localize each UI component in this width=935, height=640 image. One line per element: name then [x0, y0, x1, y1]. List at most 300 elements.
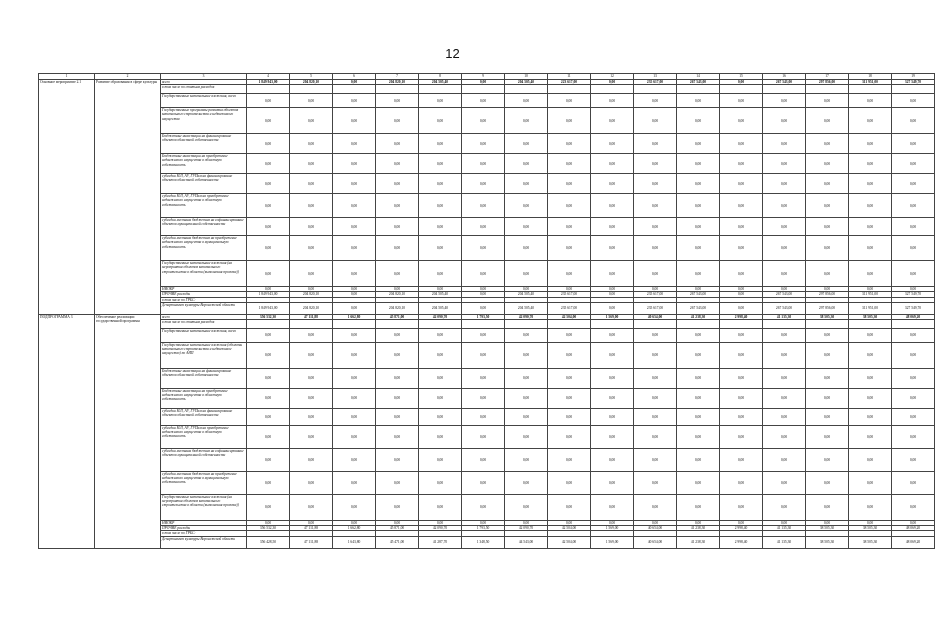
- column-number: 10: [505, 74, 548, 80]
- table-cell: 0,00: [333, 449, 376, 472]
- table-cell: 0,00: [548, 236, 591, 261]
- table-cell: 0,00: [462, 287, 505, 292]
- table-cell: 0,00: [806, 134, 849, 154]
- table-cell: 0,00: [849, 449, 892, 472]
- table-cell: 0,00: [462, 236, 505, 261]
- table-row: [39, 472, 935, 495]
- table-cell: 0,00: [720, 236, 763, 261]
- table-cell: 40 654,00: [634, 526, 677, 531]
- table-cell: 38 505,30: [849, 526, 892, 531]
- table-cell: 0,00: [376, 134, 419, 154]
- table-cell: 0,00: [677, 389, 720, 409]
- table-cell: 0,00: [333, 472, 376, 495]
- table-cell: 1 569,00: [591, 526, 634, 531]
- table-cell: 0,00: [462, 343, 505, 369]
- table-cell: 0,00: [376, 261, 419, 287]
- table-cell: 42 504,00: [548, 526, 591, 531]
- table-cell: 0,00: [333, 194, 376, 218]
- table-cell: 0,00: [505, 449, 548, 472]
- table-cell: 0,00: [677, 94, 720, 108]
- table-cell: 0,00: [505, 154, 548, 174]
- table-cell: 0,00: [247, 389, 290, 409]
- table-cell: 48 069,20: [892, 536, 935, 548]
- table-cell: 0,00: [462, 426, 505, 449]
- table-cell: 0,00: [376, 108, 419, 134]
- row-label: в том числе по ГРБС:: [161, 297, 247, 302]
- table-cell: 0,00: [763, 108, 806, 134]
- table-row: [39, 85, 935, 94]
- table-cell: 0,00: [677, 236, 720, 261]
- table-cell: 0,00: [548, 261, 591, 287]
- table-cell: 0,00: [720, 472, 763, 495]
- table-cell: 38 505,30: [806, 536, 849, 548]
- table-cell: 0,00: [720, 329, 763, 343]
- table-cell: 0,00: [720, 134, 763, 154]
- table-cell: [806, 320, 849, 329]
- table-row: [39, 426, 935, 449]
- table-cell: 0,00: [677, 409, 720, 426]
- table-cell: 0,00: [247, 409, 290, 426]
- row-label: субсидии ЮЛ, АУ, ГУПам на финансирование объектов областной собственности: [161, 409, 247, 426]
- table-cell: 0,00: [419, 218, 462, 236]
- table-cell: 0,00: [247, 521, 290, 526]
- row-label: в том числе по ГРБС:: [161, 531, 247, 536]
- table-row: [39, 261, 935, 287]
- table-cell: 0,00: [806, 521, 849, 526]
- table-cell: 204 820,10: [376, 80, 419, 85]
- table-cell: 0,00: [677, 521, 720, 526]
- table-cell: 0,00: [591, 302, 634, 314]
- column-number: 11: [548, 74, 591, 80]
- table-cell: 0,00: [333, 80, 376, 85]
- table-cell: [892, 320, 935, 329]
- table-cell: 235 617,00: [548, 292, 591, 297]
- table-cell: 0,00: [849, 134, 892, 154]
- table-cell: [677, 320, 720, 329]
- table-cell: 0,00: [763, 329, 806, 343]
- table-cell: 0,00: [419, 521, 462, 526]
- row-label: Департамент культуры Воронежской области: [161, 536, 247, 548]
- table-cell: [720, 320, 763, 329]
- table-cell: 235 617,00: [634, 302, 677, 314]
- table-cell: 0,00: [376, 409, 419, 426]
- table-cell: 0,00: [247, 261, 290, 287]
- table-cell: 0,00: [462, 389, 505, 409]
- table-cell: 0,00: [548, 449, 591, 472]
- table-cell: 0,00: [376, 218, 419, 236]
- table-cell: 356 532,30: [247, 314, 290, 319]
- table-cell: 297 856,00: [806, 80, 849, 85]
- table-cell: 0,00: [634, 495, 677, 521]
- table-cell: 0,00: [634, 218, 677, 236]
- table-cell: 0,00: [591, 449, 634, 472]
- page-number: 12: [445, 46, 460, 61]
- table-cell: [763, 320, 806, 329]
- table-cell: 0,00: [247, 94, 290, 108]
- table-row: [39, 174, 935, 194]
- table-cell: 0,00: [247, 449, 290, 472]
- table-cell: 0,00: [591, 134, 634, 154]
- table-row: [39, 409, 935, 426]
- table-cell: 45 871,00: [376, 314, 419, 319]
- table-cell: [290, 85, 333, 94]
- table-cell: 0,00: [333, 369, 376, 389]
- table-cell: 41 287,70: [419, 536, 462, 548]
- table-cell: 0,00: [548, 369, 591, 389]
- table-cell: [376, 320, 419, 329]
- table-cell: 0,00: [333, 409, 376, 426]
- table-cell: 0,00: [849, 108, 892, 134]
- table-cell: 0,00: [806, 472, 849, 495]
- table-cell: [333, 85, 376, 94]
- table-cell: 235 617,00: [634, 80, 677, 85]
- table-cell: 267 543,00: [763, 80, 806, 85]
- table-cell: 0,00: [505, 134, 548, 154]
- table-cell: 235 617,00: [548, 302, 591, 314]
- table-cell: 0,00: [892, 343, 935, 369]
- table-cell: 0,00: [247, 329, 290, 343]
- table-cell: 38 505,30: [849, 314, 892, 319]
- table-cell: 45 871,00: [376, 526, 419, 531]
- table-cell: 0,00: [634, 521, 677, 526]
- table-cell: 0,00: [419, 194, 462, 218]
- table-cell: 0,00: [591, 495, 634, 521]
- table-cell: [247, 320, 290, 329]
- section-title: Развитие образования в сфере культуры: [95, 80, 161, 315]
- table-cell: 267 543,00: [763, 292, 806, 297]
- table-cell: 0,00: [333, 495, 376, 521]
- table-cell: 0,00: [677, 449, 720, 472]
- table-cell: 0,00: [720, 449, 763, 472]
- table-cell: 42 090,70: [505, 526, 548, 531]
- table-cell: 0,00: [763, 369, 806, 389]
- table-cell: 0,00: [333, 94, 376, 108]
- row-label: в том числе по статьям расходов: [161, 320, 247, 329]
- table-cell: 0,00: [892, 134, 935, 154]
- table-cell: 0,00: [849, 426, 892, 449]
- table-cell: 0,00: [849, 389, 892, 409]
- table-cell: 0,00: [419, 389, 462, 409]
- table-cell: 0,00: [763, 449, 806, 472]
- table-cell: 0,00: [333, 154, 376, 174]
- table-cell: 0,00: [505, 521, 548, 526]
- table-cell: 0,00: [247, 426, 290, 449]
- table-cell: 0,00: [806, 218, 849, 236]
- table-cell: 0,00: [892, 449, 935, 472]
- column-number: 16: [763, 74, 806, 80]
- table-cell: 0,00: [290, 343, 333, 369]
- table-cell: 0,00: [591, 521, 634, 526]
- table-cell: 267 543,00: [763, 302, 806, 314]
- table-cell: 0,00: [376, 449, 419, 472]
- table-cell: 0,00: [548, 329, 591, 343]
- table-cell: 0,00: [290, 154, 333, 174]
- table-cell: 0,00: [419, 261, 462, 287]
- table-cell: 0,00: [677, 108, 720, 134]
- column-number: 6: [333, 74, 376, 80]
- row-label: Бюджетные инвестиции на финансирование объектов областной собственности: [161, 369, 247, 389]
- table-cell: 48 069,20: [892, 314, 935, 319]
- table-cell: 204 820,10: [376, 302, 419, 314]
- table-cell: [763, 85, 806, 94]
- table-cell: 0,00: [290, 449, 333, 472]
- row-label: всего: [161, 314, 247, 319]
- table-cell: 0,00: [849, 154, 892, 174]
- table-cell: 0,00: [333, 261, 376, 287]
- table-cell: 297 856,00: [806, 292, 849, 297]
- table-cell: 0,00: [290, 495, 333, 521]
- table-cell: 42 090,70: [505, 314, 548, 319]
- table-cell: 0,00: [548, 94, 591, 108]
- table-cell: 0,00: [505, 472, 548, 495]
- table-cell: 0,00: [634, 369, 677, 389]
- table-cell: 0,00: [462, 292, 505, 297]
- table-cell: 48 069,20: [892, 526, 935, 531]
- table-cell: 0,00: [419, 174, 462, 194]
- table-cell: [591, 320, 634, 329]
- table-cell: 0,00: [763, 426, 806, 449]
- table-cell: 0,00: [634, 409, 677, 426]
- table-cell: 0,00: [505, 409, 548, 426]
- table-cell: 0,00: [333, 521, 376, 526]
- column-number: 3: [161, 74, 247, 80]
- table-cell: 0,00: [677, 426, 720, 449]
- table-cell: 0,00: [505, 329, 548, 343]
- budget-table: [38, 73, 935, 549]
- table-cell: 0,00: [720, 495, 763, 521]
- table-cell: 0,00: [892, 218, 935, 236]
- table-cell: 0,00: [376, 94, 419, 108]
- row-label: Бюджетные инвестиции на приобретение недвижимого имущества в областную собственность: [161, 154, 247, 174]
- table-cell: 0,00: [806, 236, 849, 261]
- table-cell: 0,00: [763, 174, 806, 194]
- table-cell: 0,00: [462, 521, 505, 526]
- table-cell: 0,00: [634, 287, 677, 292]
- table-cell: 0,00: [505, 174, 548, 194]
- table-cell: 0,00: [634, 261, 677, 287]
- table-row: [39, 389, 935, 409]
- table-cell: 0,00: [677, 343, 720, 369]
- table-cell: 0,00: [462, 154, 505, 174]
- table-cell: 42 090,70: [419, 526, 462, 531]
- table-cell: 0,00: [591, 154, 634, 174]
- table-cell: 38 505,30: [806, 526, 849, 531]
- column-number: 19: [892, 74, 935, 80]
- row-label: Государственные капитальные вложения (на мероприятия объектов капитального строительства в области (выполнения проекта)): [161, 261, 247, 287]
- table-cell: 0,00: [462, 302, 505, 314]
- table-cell: 0,00: [720, 194, 763, 218]
- column-number: 5: [290, 74, 333, 80]
- table-cell: 1 569,00: [591, 536, 634, 548]
- table-cell: 0,00: [548, 409, 591, 426]
- table-cell: 0,00: [419, 94, 462, 108]
- table-cell: 47 111,88: [290, 314, 333, 319]
- table-cell: 0,00: [505, 287, 548, 292]
- table-cell: 0,00: [333, 343, 376, 369]
- table-cell: 267 543,00: [677, 80, 720, 85]
- table-cell: 0,00: [892, 426, 935, 449]
- table-cell: 327 549,70: [892, 80, 935, 85]
- row-label: субсидии местным бюджетам на приобретение недвижимого имущества в муниципальную собственность: [161, 472, 247, 495]
- table-cell: 0,00: [290, 329, 333, 343]
- table-cell: 0,00: [634, 194, 677, 218]
- table-row: [39, 343, 935, 369]
- table-cell: 0,00: [634, 154, 677, 174]
- table-cell: 204 505,40: [419, 302, 462, 314]
- table-cell: [677, 85, 720, 94]
- table-cell: 0,00: [634, 472, 677, 495]
- table-cell: 0,00: [634, 329, 677, 343]
- table-cell: [247, 85, 290, 94]
- table-cell: 267 543,00: [677, 292, 720, 297]
- table-cell: 0,00: [591, 236, 634, 261]
- row-label: ПРОЧИЕ расходы: [161, 526, 247, 531]
- table-cell: 0,00: [419, 236, 462, 261]
- table-cell: [462, 85, 505, 94]
- table-cell: 0,00: [806, 287, 849, 292]
- table-cell: 0,00: [763, 521, 806, 526]
- table-cell: 0,00: [677, 261, 720, 287]
- table-cell: 204 505,40: [419, 80, 462, 85]
- table-cell: 40 654,00: [634, 536, 677, 548]
- row-label: Бюджетные инвестиции на приобретение недвижимого имущества в областную собственность: [161, 389, 247, 409]
- table-cell: 0,00: [591, 369, 634, 389]
- table-cell: 0,00: [892, 236, 935, 261]
- table-cell: [419, 320, 462, 329]
- row-label: НИОКР: [161, 521, 247, 526]
- table-cell: 0,00: [419, 369, 462, 389]
- row-label: в том числе по статьям расходов: [161, 85, 247, 94]
- table-cell: 0,00: [548, 521, 591, 526]
- table-cell: 0,00: [634, 343, 677, 369]
- table-cell: 0,00: [548, 174, 591, 194]
- table-cell: 0,00: [591, 426, 634, 449]
- table-cell: 0,00: [376, 426, 419, 449]
- table-cell: 0,00: [548, 218, 591, 236]
- table-cell: [634, 85, 677, 94]
- table-cell: 0,00: [247, 495, 290, 521]
- table-cell: 38 505,30: [806, 314, 849, 319]
- table-cell: 0,00: [247, 287, 290, 292]
- table-cell: 0,00: [376, 287, 419, 292]
- table-cell: 0,00: [376, 174, 419, 194]
- table-cell: 0,00: [591, 343, 634, 369]
- table-cell: [290, 320, 333, 329]
- table-cell: 0,00: [892, 329, 935, 343]
- table-cell: 0,00: [419, 108, 462, 134]
- table-cell: [849, 320, 892, 329]
- table-cell: 1 662,80: [333, 314, 376, 319]
- table-cell: 0,00: [591, 409, 634, 426]
- table-row: [39, 108, 935, 134]
- table-cell: 41 135,30: [763, 536, 806, 548]
- column-number: 1: [39, 74, 95, 80]
- table-cell: 204 505,40: [419, 292, 462, 297]
- table-cell: 0,00: [591, 94, 634, 108]
- table-cell: 0,00: [849, 343, 892, 369]
- table-cell: 0,00: [462, 134, 505, 154]
- column-number: 17: [806, 74, 849, 80]
- table-cell: 0,00: [376, 343, 419, 369]
- table-cell: 0,00: [376, 472, 419, 495]
- table-cell: 0,00: [763, 343, 806, 369]
- table-cell: 0,00: [505, 236, 548, 261]
- table-cell: 0,00: [462, 261, 505, 287]
- table-cell: 0,00: [462, 472, 505, 495]
- table-cell: 0,00: [591, 261, 634, 287]
- table-cell: 0,00: [677, 194, 720, 218]
- table-cell: 0,00: [247, 236, 290, 261]
- table-cell: 0,00: [634, 174, 677, 194]
- table-cell: 0,00: [290, 108, 333, 134]
- table-cell: [806, 85, 849, 94]
- table-cell: 0,00: [462, 409, 505, 426]
- table-cell: 0,00: [892, 287, 935, 292]
- table-cell: [548, 85, 591, 94]
- table-cell: 2 998,40: [720, 526, 763, 531]
- table-cell: 0,00: [333, 236, 376, 261]
- table-cell: 0,00: [290, 426, 333, 449]
- table-cell: 0,00: [462, 449, 505, 472]
- table-row: [39, 320, 935, 329]
- table-cell: 0,00: [462, 108, 505, 134]
- row-label: субсидии ЮЛ, АУ, ГУПам на приобретение недвижимого имущества в областную собственность: [161, 194, 247, 218]
- table-cell: 44 543,00: [505, 536, 548, 548]
- table-cell: 0,00: [290, 94, 333, 108]
- table-cell: 0,00: [333, 218, 376, 236]
- table-cell: 235 617,00: [634, 292, 677, 297]
- column-number: 15: [720, 74, 763, 80]
- table-cell: 0,00: [290, 472, 333, 495]
- table-cell: 0,00: [763, 287, 806, 292]
- table-cell: 0,00: [806, 369, 849, 389]
- table-cell: 0,00: [591, 80, 634, 85]
- table-cell: 0,00: [419, 287, 462, 292]
- table-cell: 0,00: [677, 495, 720, 521]
- row-label: Государственные капитальные вложения (объекты капитального строительства и недвижимое имущество) по АИП: [161, 343, 247, 369]
- table-cell: 0,00: [591, 194, 634, 218]
- table-cell: 1 348,50: [462, 536, 505, 548]
- table-cell: 0,00: [333, 292, 376, 297]
- table-cell: 0,00: [247, 343, 290, 369]
- table-cell: [376, 85, 419, 94]
- table-cell: 0,00: [806, 194, 849, 218]
- table-cell: 0,00: [462, 329, 505, 343]
- table-cell: 0,00: [333, 329, 376, 343]
- table-row: [39, 134, 935, 154]
- table-cell: 42 090,70: [419, 314, 462, 319]
- table-cell: 297 856,00: [806, 302, 849, 314]
- table-cell: 0,00: [763, 154, 806, 174]
- table-cell: 0,00: [505, 94, 548, 108]
- table-cell: 0,00: [419, 426, 462, 449]
- table-cell: 0,00: [419, 343, 462, 369]
- table-cell: 0,00: [290, 261, 333, 287]
- table-cell: 0,00: [548, 154, 591, 174]
- table-cell: [505, 320, 548, 329]
- table-cell: 0,00: [634, 134, 677, 154]
- table-cell: 0,00: [849, 369, 892, 389]
- table-cell: 0,00: [849, 409, 892, 426]
- table-cell: 0,00: [634, 108, 677, 134]
- section-code: Основное мероприятие 2.1: [39, 80, 95, 315]
- column-number: 12: [591, 74, 634, 80]
- table-cell: 1 849 943,00: [247, 302, 290, 314]
- table-cell: 0,00: [634, 449, 677, 472]
- table-cell: 0,00: [677, 287, 720, 292]
- table-cell: 0,00: [720, 426, 763, 449]
- table-cell: 0,00: [290, 409, 333, 426]
